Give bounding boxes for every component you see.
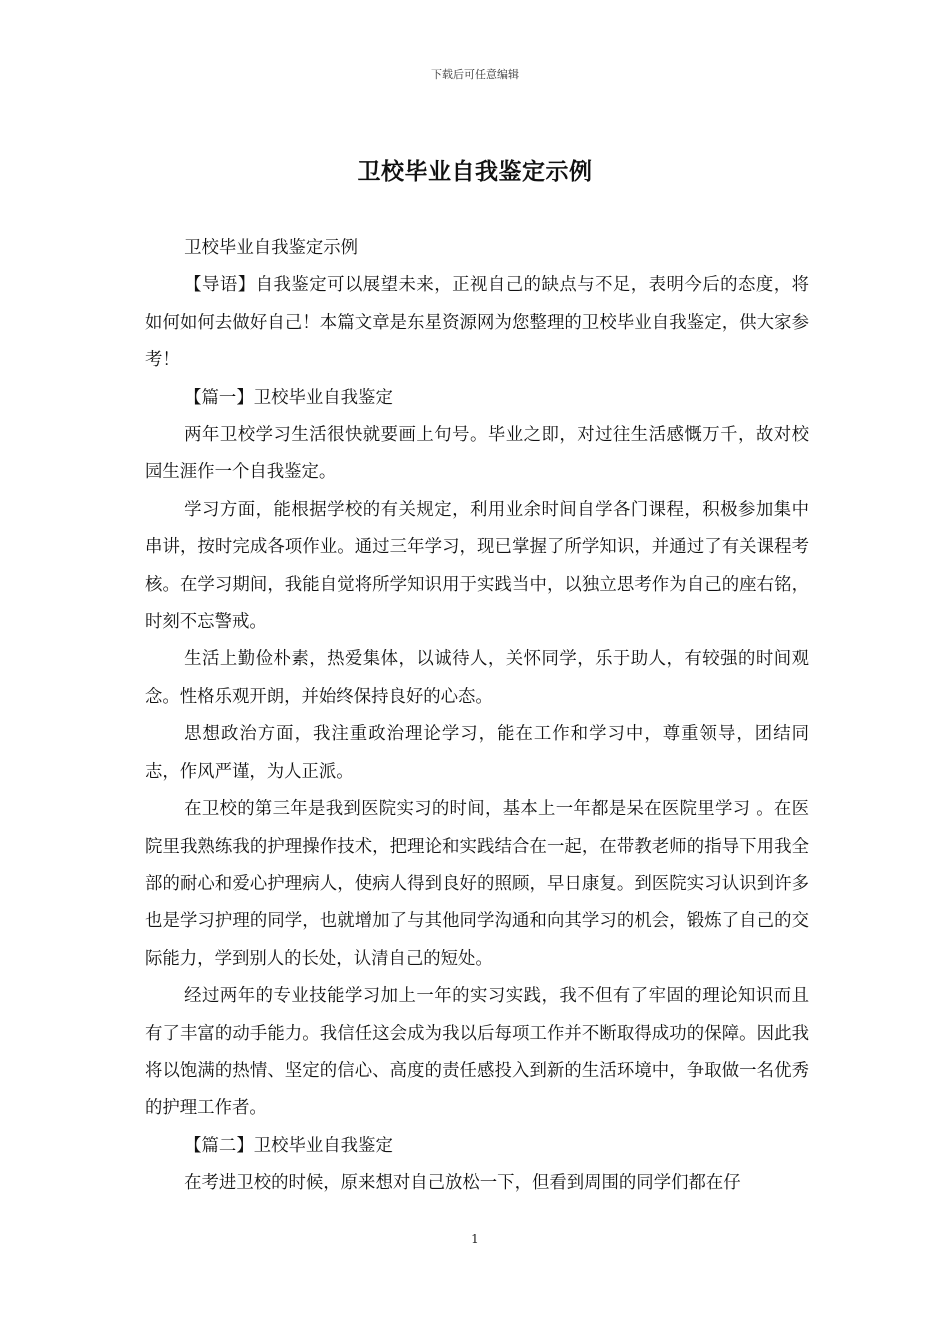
page-number: 1 (471, 1232, 479, 1246)
page-header: 下载后可任意编辑 (431, 68, 519, 81)
document-body (145, 230, 809, 1203)
section-heading-part-one: 【篇一】卫校毕业自我鉴定 (184, 387, 393, 408)
paragraph: 在考进卫校的时候，原来想对自己放松一下，但看到周围的同学们都在仔 (184, 1173, 741, 1194)
document-title: 卫校毕业自我鉴定示例 (357, 158, 593, 185)
paragraph: 两年卫校学习生活很快就要画上句号。毕业之即，对过往生活感慨万千，故对校园生涯作一个自我鉴定。 (145, 425, 809, 483)
paragraph-introduction: 【导语】自我鉴定可以展望未来，正视自己的缺点与不足，表明今后的态度，将如何如何去做好自己！本篇文章是东星资源网为您整理的卫校毕业自我鉴定，供大家参考！ (145, 275, 809, 371)
paragraph: 在卫校的第三年是我到医院实习的时间，基本上一年都是呆在医院里学习 。在医院里我熟练我的护理操作技术，把理论和实践结合在一起，在带教老师的指导下用我全部的耐心和爱心护理病人，使病人得到良好的照顾，早日康复。到医院实习认识到许多也是学习护理的同学，也就增加了与其他同学沟通和向其学习的机会，锻炼了自己的交际能力，学到别人的长处，认清自己的短处。 (145, 799, 809, 969)
paragraph: 学习方面，能根据学校的有关规定，利用业余时间自学各门课程，积极参加集中串讲，按时完成各项作业。通过三年学习，现已掌握了所学知识，并通过了有关课程考核。在学习期间，我能自觉将所学知识用于实践当中，以独立思考作为自己的座右铭，时刻不忘警戒。 (145, 499, 809, 633)
paragraph: 思想政治方面，我注重政治理论学习，能在工作和学习中，尊重领导，团结同志，作风严谨，为人正派。 (145, 724, 809, 782)
paragraph: 经过两年的专业技能学习加上一年的实习实践，我不但有了牢固的理论知识而且有了丰富的动手能力。我信任这会成为我以后每项工作并不断取得成功的保障。因此我将以饱满的热情、坚定的信心、高度的责任感投入到新的生活环境中，争取做一名优秀的护理工作者。 (145, 986, 809, 1119)
paragraph-subtitle: 卫校毕业自我鉴定示例 (184, 238, 359, 258)
section-heading-part-two: 【篇二】卫校毕业自我鉴定 (184, 1135, 393, 1156)
paragraph: 生活上勤俭朴素，热爱集体，以诚待人，关怀同学，乐于助人，有较强的时间观念。性格乐观开朗，并始终保持良好的心态。 (145, 649, 809, 707)
